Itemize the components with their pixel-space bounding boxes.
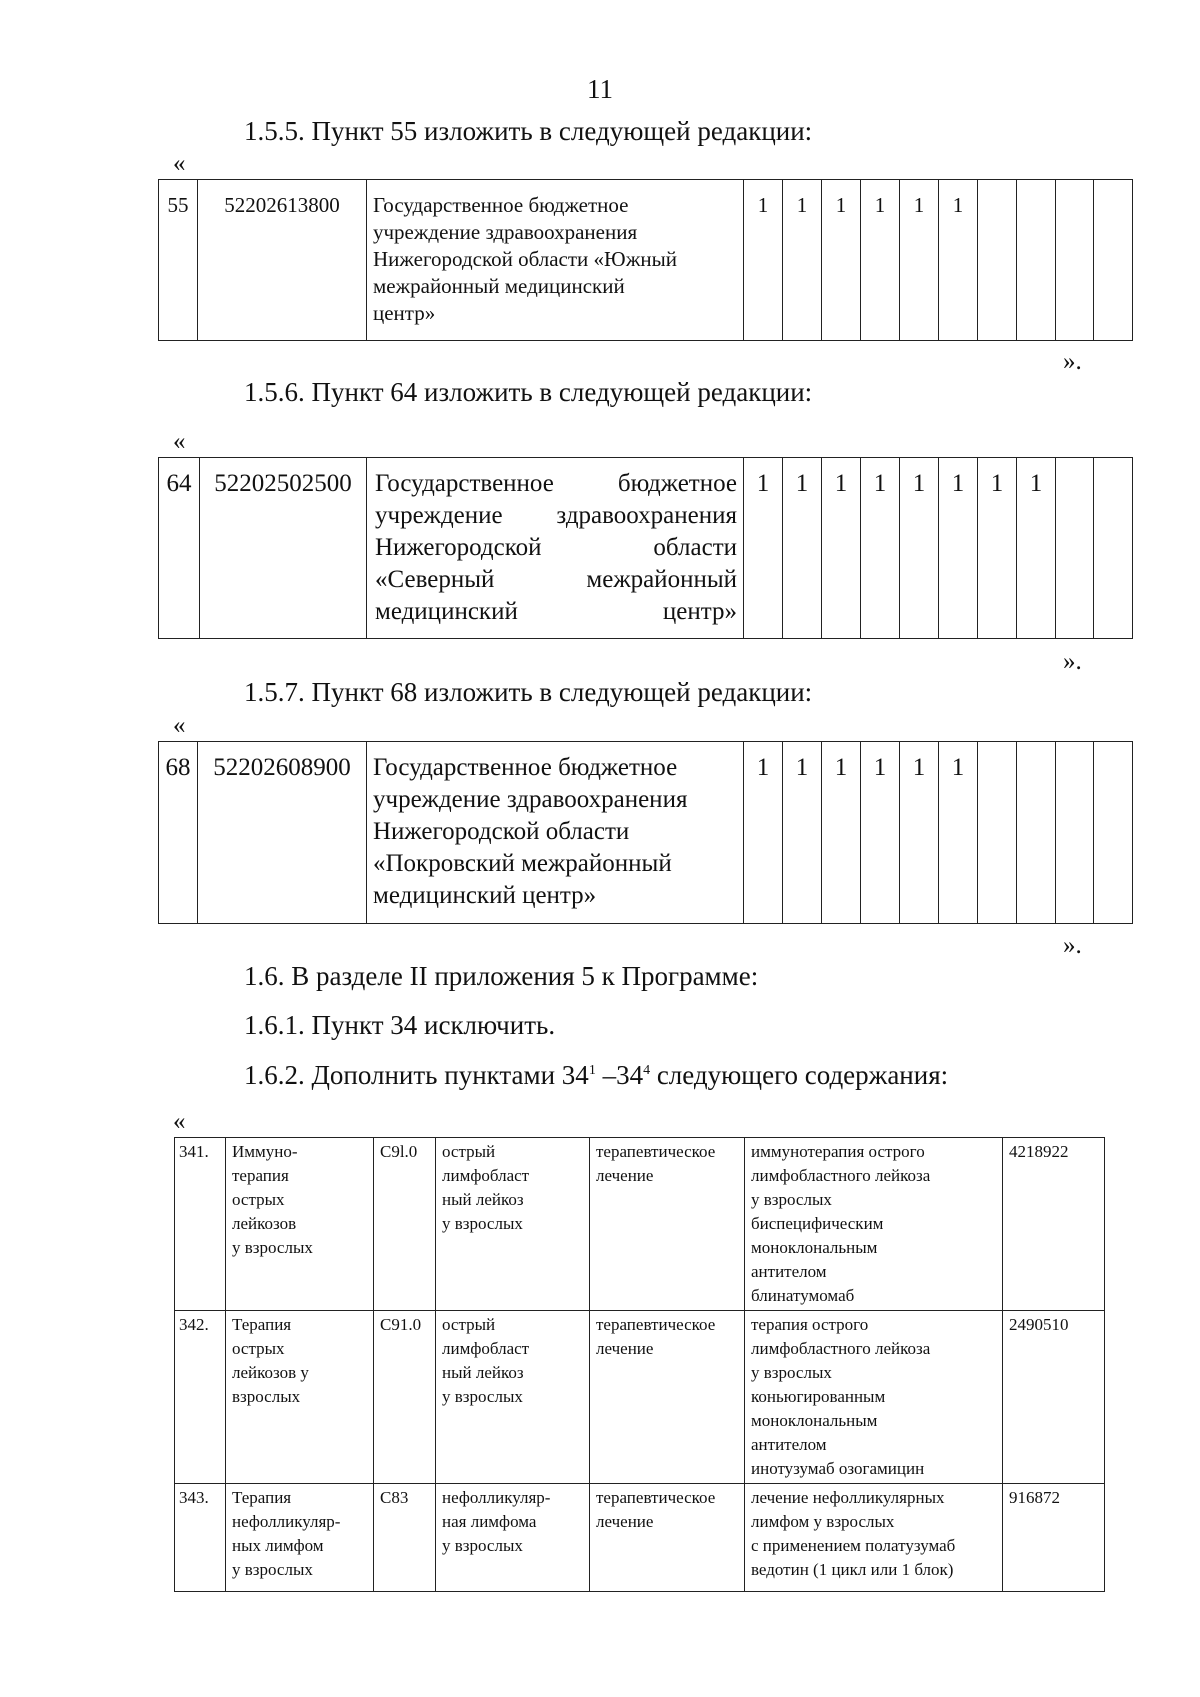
treatment-method: терапия острого лимфобластного лейкоза у взрослых коньюгированным моноклональным антителом инотузумаб озогамицин bbox=[745, 1311, 1003, 1484]
cost-value: 4218922 bbox=[1003, 1138, 1105, 1311]
heading-1-5-7: 1.5.7. Пункт 68 изложить в следующей редакции: bbox=[244, 677, 813, 707]
treatment-method: иммунотерапия острого лимфобластного лейкоза у взрослых биспецифическим моноклональным антителом блинатумомаб bbox=[745, 1138, 1003, 1311]
mark-cell bbox=[1094, 180, 1133, 341]
mark-cell bbox=[978, 742, 1017, 924]
mark-cell: 1 bbox=[783, 458, 822, 639]
mark-cell: 1 bbox=[861, 742, 900, 924]
table-row bbox=[175, 1484, 1105, 1592]
row-number: 55 bbox=[159, 180, 198, 341]
mark-cell: 1 bbox=[900, 742, 939, 924]
cost-value: 916872 bbox=[1003, 1484, 1105, 1592]
org-name-line: учреждение здравоохранения bbox=[375, 502, 737, 529]
mark-cell: 1 bbox=[939, 742, 978, 924]
heading-1-6-1: 1.6.1. Пункт 34 исключить. bbox=[244, 1010, 556, 1040]
mark-cell bbox=[978, 180, 1017, 341]
mark-cell: 1 bbox=[861, 180, 900, 341]
mark-cell bbox=[1094, 458, 1133, 639]
heading-1-6-2 bbox=[244, 1060, 948, 1091]
table-point-55 bbox=[158, 179, 1133, 341]
table-row bbox=[175, 1311, 1105, 1484]
treatment-group: Терапия нефолликуляр- ных лимфом у взрослых bbox=[226, 1484, 374, 1592]
superscript: 1 bbox=[588, 1063, 596, 1078]
mark-cell: 1 bbox=[822, 742, 861, 924]
table-point-68 bbox=[158, 741, 1133, 924]
heading-1-6: 1.6. В разделе II приложения 5 к Программе: bbox=[244, 961, 759, 991]
mark-cell bbox=[1094, 742, 1133, 924]
org-name-line: Нижегородской области bbox=[375, 534, 737, 561]
mark-cell bbox=[1056, 458, 1094, 639]
mark-cell: 1 bbox=[861, 458, 900, 639]
treatment-group: Иммуно- терапия острых лейкозов у взрослых bbox=[226, 1138, 374, 1311]
row-number: 343. bbox=[175, 1484, 226, 1592]
org-code: 52202502500 bbox=[200, 458, 367, 639]
mark-cell: 1 bbox=[783, 742, 822, 924]
row-number: 64 bbox=[159, 458, 200, 639]
org-name-line: Государственное бюджетное bbox=[375, 470, 737, 497]
heading-mid: –34 bbox=[595, 1060, 644, 1090]
table-row bbox=[159, 458, 1133, 639]
table-points-34 bbox=[174, 1137, 1105, 1592]
table-row bbox=[159, 742, 1133, 924]
heading-prefix: 1.6.2. Дополнить пунктами 34 bbox=[244, 1060, 589, 1090]
org-code: 52202608900 bbox=[198, 742, 367, 924]
heading-1-5-5: 1.5.5. Пункт 55 изложить в следующей редакции: bbox=[244, 116, 813, 146]
heading-suffix: следующего содержания: bbox=[650, 1060, 949, 1090]
table-row bbox=[159, 180, 1133, 341]
treatment-group: Терапия острых лейкозов у взрослых bbox=[226, 1311, 374, 1484]
mark-cell: 1 bbox=[744, 458, 783, 639]
mark-cell: 1 bbox=[939, 180, 978, 341]
org-name-line: медицинский центр» bbox=[375, 598, 737, 625]
close-quote: ». bbox=[1063, 932, 1082, 959]
mark-cell: 1 bbox=[783, 180, 822, 341]
row-number: 342. bbox=[175, 1311, 226, 1484]
mark-cell bbox=[1056, 180, 1094, 341]
page-number: 11 bbox=[587, 74, 613, 104]
mark-cell: 1 bbox=[978, 458, 1017, 639]
table-point-64 bbox=[158, 457, 1133, 639]
mark-cell: 1 bbox=[900, 458, 939, 639]
mark-cell bbox=[1017, 742, 1056, 924]
open-quote: « bbox=[173, 150, 186, 177]
close-quote: ». bbox=[1063, 648, 1082, 675]
patient-model: острый лимфобласт ный лейкоз у взрослых bbox=[436, 1138, 590, 1311]
treatment-type: терапевтическое лечение bbox=[590, 1311, 745, 1484]
mark-cell bbox=[1017, 180, 1056, 341]
mark-cell bbox=[1056, 742, 1094, 924]
mark-cell: 1 bbox=[822, 180, 861, 341]
patient-model: нефолликуляр- ная лимфома у взрослых bbox=[436, 1484, 590, 1592]
cost-value: 2490510 bbox=[1003, 1311, 1105, 1484]
mark-cell: 1 bbox=[744, 180, 783, 341]
mkb-code: C91.0 bbox=[374, 1311, 436, 1484]
mark-cell: 1 bbox=[939, 458, 978, 639]
row-number: 68 bbox=[159, 742, 198, 924]
mkb-code: C83 bbox=[374, 1484, 436, 1592]
superscript: 4 bbox=[643, 1063, 651, 1078]
org-code: 52202613800 bbox=[198, 180, 367, 341]
mark-cell: 1 bbox=[822, 458, 861, 639]
org-name bbox=[367, 458, 744, 639]
org-name: Государственное бюджетное учреждение здравоохранения Нижегородской области «Покровский межрайонный медицинский центр» bbox=[367, 742, 744, 924]
treatment-type: терапевтическое лечение bbox=[590, 1484, 745, 1592]
mkb-code: C9l.0 bbox=[374, 1138, 436, 1311]
treatment-type: терапевтическое лечение bbox=[590, 1138, 745, 1311]
open-quote: « bbox=[173, 428, 186, 455]
mark-cell: 1 bbox=[1017, 458, 1056, 639]
row-number: 341. bbox=[175, 1138, 226, 1311]
patient-model: острый лимфобласт ный лейкоз у взрослых bbox=[436, 1311, 590, 1484]
org-name-line: «Северный межрайонный bbox=[375, 566, 737, 593]
mark-cell: 1 bbox=[900, 180, 939, 341]
treatment-method: лечение нефолликулярных лимфом у взрослых с применением полатузумаб ведотин (1 цикл или 1 блок) bbox=[745, 1484, 1003, 1592]
heading-1-5-6: 1.5.6. Пункт 64 изложить в следующей редакции: bbox=[244, 377, 813, 407]
mark-cell: 1 bbox=[744, 742, 783, 924]
org-name: Государственное бюджетное учреждение здравоохранения Нижегородской области «Южный межрайонный медицинский центр» bbox=[367, 180, 744, 341]
open-quote: « bbox=[173, 1108, 186, 1135]
close-quote: ». bbox=[1063, 348, 1082, 375]
table-row bbox=[175, 1138, 1105, 1311]
open-quote: « bbox=[173, 712, 186, 739]
